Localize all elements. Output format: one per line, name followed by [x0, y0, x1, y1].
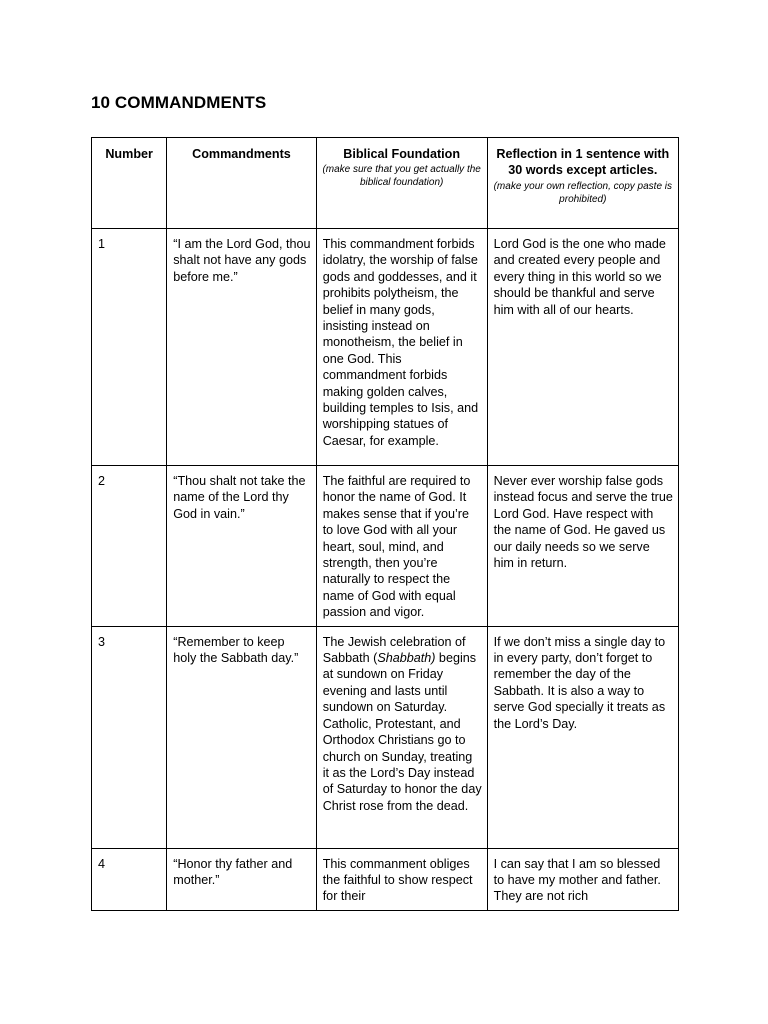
table-row — [92, 626, 679, 848]
cell-reflection: I can say that I am so blessed to have my mother and father. They are not rich — [487, 848, 678, 910]
header-biblical-label: Biblical Foundation — [343, 147, 461, 161]
cell-reflection: If we don’t miss a single day to in every party, don’t forget to remember the day of the Sabbath. It is also a way to serve God specially it treats as the Lord’s Day. — [487, 626, 678, 848]
cell-number: 3 — [92, 626, 167, 848]
header-reflection-label: Reflection in 1 sentence with 30 words except articles. — [496, 147, 670, 178]
cell-biblical-foundation: The faithful are required to honor the name of God. It makes sense that if you’re to love God with all your heart, soul, mind, and strength, then you’re naturally to respect the name of God with equal passion and vigor. — [316, 466, 487, 627]
header-biblical-foundation — [316, 138, 487, 229]
biblical-text-end: begins at sundown on Friday evening and lasts until sundown on Saturday. Catholic, Protestant, and Orthodox Christians go to church on Sunday, treating it as the Lord’s Day instead of Saturday to honor the day Christ rose from the dead. — [322, 651, 482, 813]
header-number — [92, 138, 167, 229]
cell-reflection: Never ever worship false gods instead focus and serve the true Lord God. Have respect with the name of God. He gaved us our daily needs so we serve him in return. — [487, 466, 678, 627]
table-row — [92, 229, 679, 466]
header-biblical-note: (make sure that you get actually the biblical foundation) — [322, 164, 481, 189]
cell-biblical-foundation — [316, 626, 487, 848]
biblical-text-start: The Jewish celebration of Sabbath ( — [322, 634, 466, 666]
header-commandments-label: Commandments — [192, 147, 291, 161]
table-row — [92, 848, 679, 910]
cell-commandment: “Honor thy father and mother.” — [167, 848, 316, 910]
cell-number: 4 — [92, 848, 167, 910]
biblical-text-italic: Shabbath) — [377, 651, 436, 666]
cell-biblical-foundation: This commandment forbids idolatry, the worship of false gods and goddesses, and it prohibits polytheism, the belief in many gods, insisting instead on monotheism, the belief in one God. This commandment forbids making golden calves, building temples to Isis, and worshipping statues of Caesar, for example. — [316, 229, 487, 466]
cell-commandment: “Remember to keep holy the Sabbath day.” — [167, 626, 316, 848]
table-header-row — [92, 138, 679, 229]
table-row — [92, 466, 679, 627]
commandments-table — [91, 137, 679, 911]
header-reflection — [487, 138, 678, 229]
cell-commandment: “Thou shalt not take the name of the Lord thy God in vain.” — [167, 466, 316, 627]
cell-commandment: “I am the Lord God, thou shalt not have any gods before me.” — [167, 229, 316, 466]
header-number-label: Number — [105, 147, 153, 161]
cell-biblical-foundation: This commanment obliges the faithful to show respect for their — [316, 848, 487, 910]
header-commandments — [167, 138, 316, 229]
cell-number: 1 — [92, 229, 167, 466]
document-title: 10 COMMANDMENTS — [91, 93, 267, 112]
cell-number: 2 — [92, 466, 167, 627]
cell-reflection: Lord God is the one who made and created every people and every thing in this world so we should be thankful and serve him with all of our hearts. — [487, 229, 678, 466]
header-reflection-note: (make your own reflection, copy paste is prohibited) — [493, 180, 673, 205]
